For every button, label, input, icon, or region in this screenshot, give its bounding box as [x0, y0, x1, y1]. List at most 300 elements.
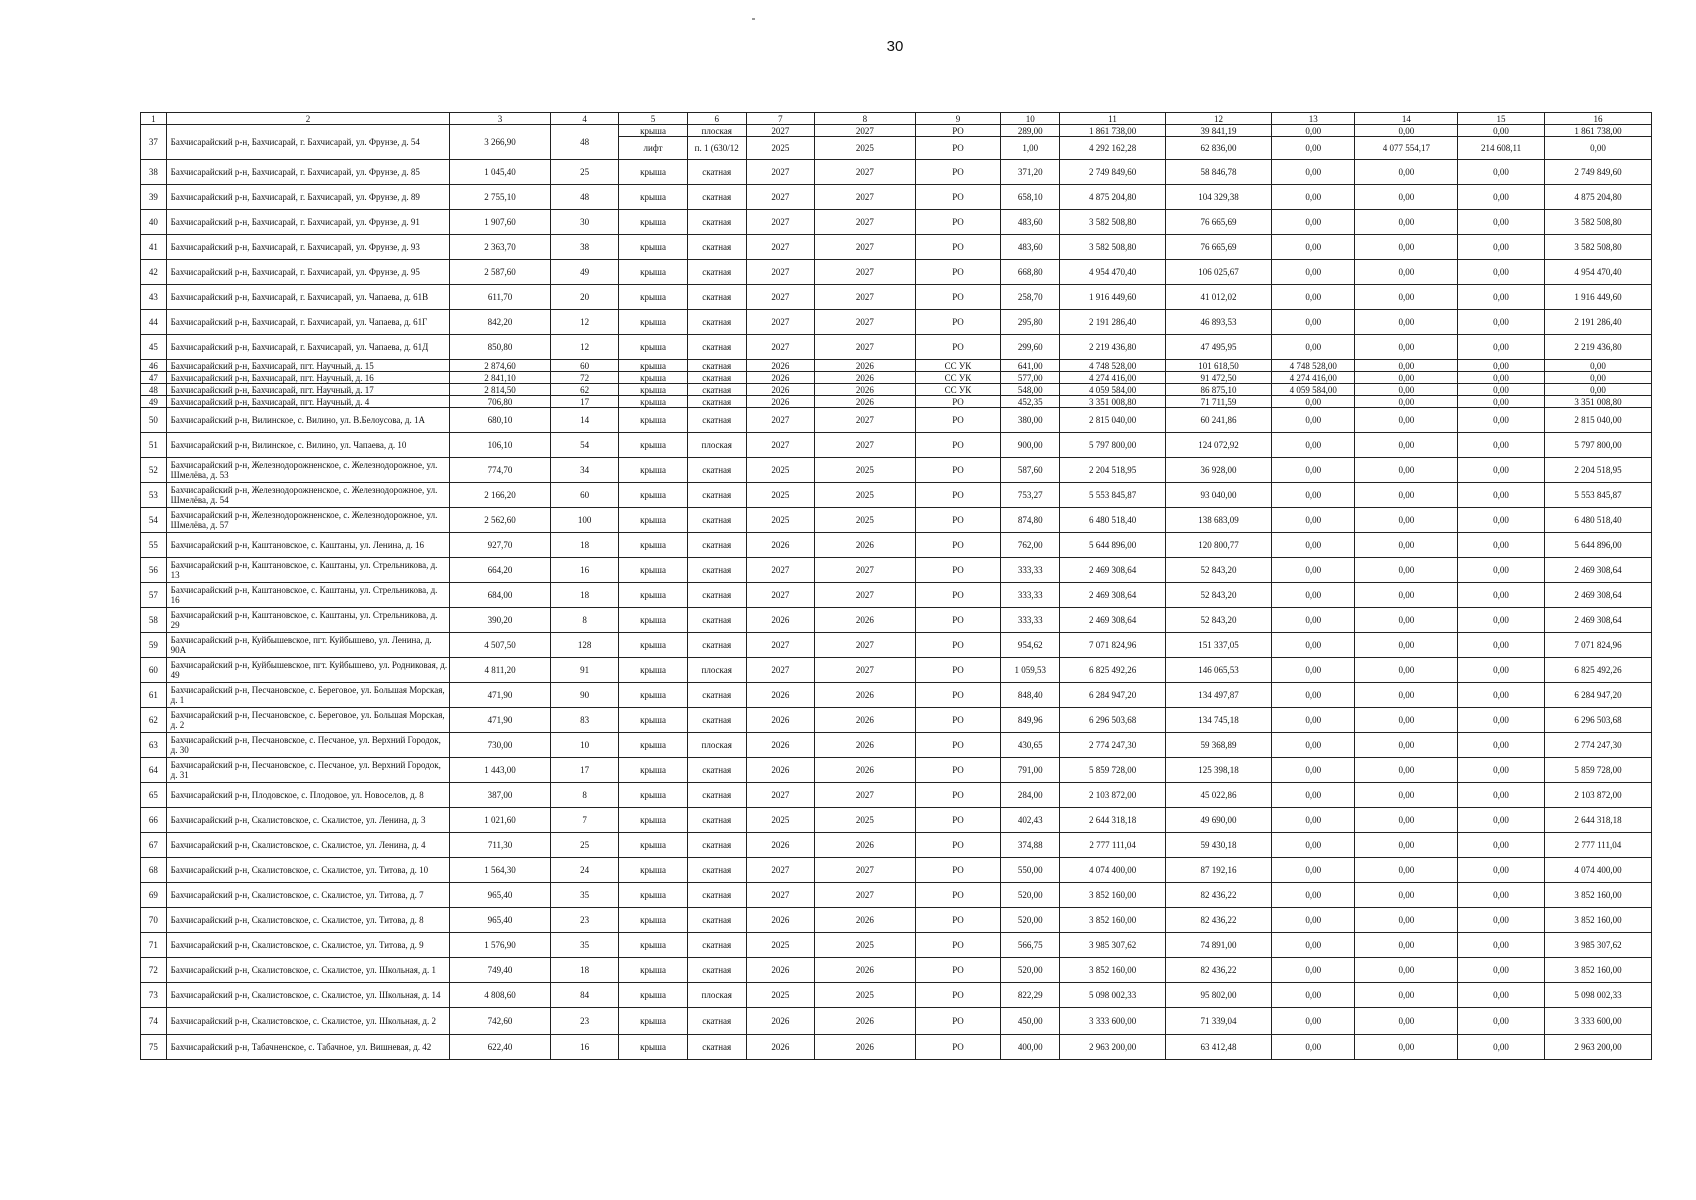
table-cell: крыша — [619, 335, 687, 360]
table-cell: 927,70 — [450, 533, 551, 558]
table-cell: 2026 — [815, 708, 916, 733]
table-row — [141, 983, 1652, 1008]
table-cell: РО — [915, 883, 1001, 908]
table-cell: 2027 — [746, 260, 814, 285]
table-cell: 2026 — [746, 1035, 814, 1060]
address-cell: Бахчисарайский р-н, Бахчисарай, г. Бахчисарай, ул. Фрунзе, д. 89 — [166, 185, 450, 210]
table-cell: 374,88 — [1001, 833, 1060, 858]
table-cell: 58 846,78 — [1166, 160, 1272, 185]
table-cell: 17 — [550, 396, 618, 408]
table-cell: 0,00 — [1458, 833, 1545, 858]
table-cell: 1 045,40 — [450, 160, 551, 185]
table-cell: 35 — [550, 883, 618, 908]
table-cell: 2027 — [815, 433, 916, 458]
address-cell: Бахчисарайский р-н, Бахчисарай, г. Бахчисарай, ул. Фрунзе, д. 85 — [166, 160, 450, 185]
table-cell: 2 191 286,40 — [1544, 310, 1651, 335]
table-row — [141, 285, 1652, 310]
table-cell: 849,96 — [1001, 708, 1060, 733]
table-cell: РО — [915, 408, 1001, 433]
table-cell: СС УК — [915, 384, 1001, 396]
column-number-header: 5 — [619, 113, 687, 125]
table-cell: 3 852 160,00 — [1544, 958, 1651, 983]
table-cell: скатная — [687, 285, 746, 310]
table-cell: 711,30 — [450, 833, 551, 858]
table-cell: РО — [915, 558, 1001, 583]
table-cell: 4 875 204,80 — [1060, 185, 1166, 210]
table-cell: скатная — [687, 185, 746, 210]
table-cell: 2027 — [815, 210, 916, 235]
address-cell: Бахчисарайский р-н, Каштановское, с. Каштаны, ул. Стрельникова, д. 16 — [166, 583, 450, 608]
table-cell: РО — [915, 583, 1001, 608]
table-cell: 134 497,87 — [1166, 683, 1272, 708]
table-cell: 0,00 — [1355, 310, 1458, 335]
table-cell: РО — [915, 908, 1001, 933]
table-row — [141, 858, 1652, 883]
table-cell: 48 — [550, 125, 618, 160]
table-cell: 258,70 — [1001, 285, 1060, 310]
row-number-cell: 74 — [141, 1008, 167, 1035]
table-cell: 3 985 307,62 — [1060, 933, 1166, 958]
table-cell: 2 777 111,04 — [1060, 833, 1166, 858]
table-row — [141, 408, 1652, 433]
table-cell: 1 059,53 — [1001, 658, 1060, 683]
column-number-header: 10 — [1001, 113, 1060, 125]
table-cell: 0,00 — [1458, 1008, 1545, 1035]
table-cell: 18 — [550, 958, 618, 983]
table-cell: 2027 — [746, 335, 814, 360]
table-cell: 18 — [550, 583, 618, 608]
table-cell: 0,00 — [1458, 883, 1545, 908]
address-cell: Бахчисарайский р-н, Скалистовское, с. Скалистое, ул. Школьная, д. 1 — [166, 958, 450, 983]
table-cell: 0,00 — [1272, 396, 1355, 408]
table-cell: скатная — [687, 458, 746, 483]
table-cell: 6 296 503,68 — [1544, 708, 1651, 733]
table-cell: скатная — [687, 708, 746, 733]
address-cell: Бахчисарайский р-н, Каштановское, с. Каштаны, ул. Стрельникова, д. 13 — [166, 558, 450, 583]
table-cell: 0,00 — [1272, 458, 1355, 483]
table-row — [141, 1008, 1652, 1035]
table-cell: 284,00 — [1001, 783, 1060, 808]
table-cell: 2 469 308,64 — [1544, 583, 1651, 608]
table-cell: скатная — [687, 883, 746, 908]
table-cell: плоская — [687, 733, 746, 758]
address-cell: Бахчисарайский р-н, Бахчисарай, г. Бахчисарай, ул. Чапаева, д. 61Г — [166, 310, 450, 335]
table-cell: 550,00 — [1001, 858, 1060, 883]
table-cell: 730,00 — [450, 733, 551, 758]
table-cell: 3 852 160,00 — [1060, 908, 1166, 933]
table-cell: 3 351 008,80 — [1544, 396, 1651, 408]
table-cell: 34 — [550, 458, 618, 483]
table-cell: 0,00 — [1355, 983, 1458, 1008]
table-cell: 71 711,59 — [1166, 396, 1272, 408]
table-cell: крыша — [619, 508, 687, 533]
table-cell: 2026 — [815, 360, 916, 372]
table-cell: 2 815 040,00 — [1060, 408, 1166, 433]
table-cell: 6 480 518,40 — [1060, 508, 1166, 533]
address-cell: Бахчисарайский р-н, Бахчисарай, г. Бахчисарай, ул. Фрунзе, д. 93 — [166, 235, 450, 260]
table-cell: 0,00 — [1458, 458, 1545, 483]
table-cell: 1 576,90 — [450, 933, 551, 958]
table-cell: 4 077 554,17 — [1355, 137, 1458, 160]
table-cell: 2026 — [815, 758, 916, 783]
table-cell: РО — [915, 185, 1001, 210]
table-cell: РО — [915, 310, 1001, 335]
table-cell: 0,00 — [1355, 883, 1458, 908]
table-row — [141, 483, 1652, 508]
row-number-cell: 41 — [141, 235, 167, 260]
table-cell: 6 480 518,40 — [1544, 508, 1651, 533]
table-cell: 1 916 449,60 — [1544, 285, 1651, 310]
table-cell: 2026 — [815, 733, 916, 758]
column-number-header: 2 — [166, 113, 450, 125]
table-cell: 390,20 — [450, 608, 551, 633]
table-cell: 333,33 — [1001, 608, 1060, 633]
table-cell: скатная — [687, 335, 746, 360]
table-cell: 106 025,67 — [1166, 260, 1272, 285]
table-cell: скатная — [687, 783, 746, 808]
table-cell: РО — [915, 160, 1001, 185]
table-cell: скатная — [687, 235, 746, 260]
table-cell: 0,00 — [1458, 235, 1545, 260]
table-cell: 91 472,50 — [1166, 372, 1272, 384]
row-number-cell: 48 — [141, 384, 167, 396]
row-number-cell: 71 — [141, 933, 167, 958]
table-cell: 2025 — [746, 483, 814, 508]
table-cell: плоская — [687, 983, 746, 1008]
table-cell: 0,00 — [1272, 1008, 1355, 1035]
address-cell: Бахчисарайский р-н, Скалистовское, с. Скалистое, ул. Школьная, д. 14 — [166, 983, 450, 1008]
table-cell: 2027 — [815, 883, 916, 908]
table-cell: 0,00 — [1272, 1035, 1355, 1060]
table-cell: 0,00 — [1272, 558, 1355, 583]
table-cell: 566,75 — [1001, 933, 1060, 958]
table-cell: РО — [915, 708, 1001, 733]
table-cell: 333,33 — [1001, 583, 1060, 608]
table-row — [141, 508, 1652, 533]
table-cell: 842,20 — [450, 310, 551, 335]
address-cell: Бахчисарайский р-н, Куйбышевское, пгт. Куйбышево, ул. Родниковая, д. 49 — [166, 658, 450, 683]
table-cell: крыша — [619, 683, 687, 708]
table-cell: скатная — [687, 633, 746, 658]
table-cell: 0,00 — [1355, 160, 1458, 185]
table-cell: 2026 — [815, 683, 916, 708]
table-cell: 2 874,60 — [450, 360, 551, 372]
table-cell: 2 469 308,64 — [1544, 558, 1651, 583]
table-cell: лифт — [619, 137, 687, 160]
table-cell: 520,00 — [1001, 958, 1060, 983]
table-cell: 3 582 508,80 — [1544, 235, 1651, 260]
table-cell: 2 562,60 — [450, 508, 551, 533]
row-number-cell: 61 — [141, 683, 167, 708]
table-cell: 0,00 — [1272, 533, 1355, 558]
table-cell: 2 749 849,60 — [1060, 160, 1166, 185]
table-cell: 2026 — [815, 1035, 916, 1060]
table-cell: 0,00 — [1458, 372, 1545, 384]
table-cell: скатная — [687, 310, 746, 335]
row-number-cell: 67 — [141, 833, 167, 858]
table-cell: 2025 — [815, 808, 916, 833]
table-cell: 0,00 — [1458, 808, 1545, 833]
table-cell: 2 219 436,80 — [1060, 335, 1166, 360]
table-cell: 146 065,53 — [1166, 658, 1272, 683]
table-cell: 0,00 — [1272, 733, 1355, 758]
table-cell: 0,00 — [1458, 408, 1545, 433]
table-cell: 4 811,20 — [450, 658, 551, 683]
table-cell: крыша — [619, 533, 687, 558]
table-row — [141, 883, 1652, 908]
table-row — [141, 633, 1652, 658]
table-cell: 2027 — [746, 433, 814, 458]
table-row — [141, 533, 1652, 558]
table-cell: 0,00 — [1458, 558, 1545, 583]
table-cell: 76 665,69 — [1166, 210, 1272, 235]
table-cell: 5 553 845,87 — [1060, 483, 1166, 508]
table-cell: 76 665,69 — [1166, 235, 1272, 260]
table-cell: 2 103 872,00 — [1060, 783, 1166, 808]
table-cell: 0,00 — [1272, 983, 1355, 1008]
address-cell: Бахчисарайский р-н, Скалистовское, с. Скалистое, ул. Ленина, д. 4 — [166, 833, 450, 858]
table-cell: 0,00 — [1458, 933, 1545, 958]
table-cell: 2 814,50 — [450, 384, 551, 396]
table-cell: п. 1 (630/12 — [687, 137, 746, 160]
table-cell: крыша — [619, 310, 687, 335]
table-cell: крыша — [619, 1035, 687, 1060]
table-cell: 8 — [550, 608, 618, 633]
table-cell: 0,00 — [1458, 125, 1545, 137]
table-cell: 0,00 — [1458, 708, 1545, 733]
table-cell: 2027 — [815, 235, 916, 260]
table-cell: 0,00 — [1272, 808, 1355, 833]
table-cell: 0,00 — [1355, 396, 1458, 408]
table-cell: 0,00 — [1355, 125, 1458, 137]
table-cell: 4 059 584,00 — [1272, 384, 1355, 396]
table-cell: крыша — [619, 458, 687, 483]
table-cell: 2027 — [815, 125, 916, 137]
table-row — [141, 335, 1652, 360]
table-cell: РО — [915, 396, 1001, 408]
table-cell: СС УК — [915, 372, 1001, 384]
table-cell: 128 — [550, 633, 618, 658]
table-cell: 59 368,89 — [1166, 733, 1272, 758]
address-cell: Бахчисарайский р-н, Вилинское, с. Вилино, ул. В.Белоусова, д. 1А — [166, 408, 450, 433]
table-row — [141, 558, 1652, 583]
table-cell: 0,00 — [1272, 608, 1355, 633]
table-cell: 82 436,22 — [1166, 958, 1272, 983]
table-cell: 0,00 — [1458, 260, 1545, 285]
table-cell: 664,20 — [450, 558, 551, 583]
table-cell: 0,00 — [1458, 160, 1545, 185]
table-cell: 106,10 — [450, 433, 551, 458]
table-cell: 2026 — [746, 733, 814, 758]
column-number-header: 6 — [687, 113, 746, 125]
table-cell: 7 — [550, 808, 618, 833]
table-cell: крыша — [619, 558, 687, 583]
column-number-header: 7 — [746, 113, 814, 125]
table-cell: 2026 — [746, 360, 814, 372]
table-cell: 0,00 — [1272, 483, 1355, 508]
table-cell: 2027 — [815, 858, 916, 883]
table-cell: 0,00 — [1272, 708, 1355, 733]
table-cell: 2027 — [815, 335, 916, 360]
table-cell: 6 825 492,26 — [1544, 658, 1651, 683]
table-cell: 333,33 — [1001, 558, 1060, 583]
table-cell: 134 745,18 — [1166, 708, 1272, 733]
table-cell: 18 — [550, 533, 618, 558]
row-number-cell: 73 — [141, 983, 167, 1008]
table-cell: 101 618,50 — [1166, 360, 1272, 372]
table-cell: скатная — [687, 1035, 746, 1060]
table-cell: 762,00 — [1001, 533, 1060, 558]
table-cell: 0,00 — [1272, 285, 1355, 310]
table-cell: 30 — [550, 210, 618, 235]
table-cell: РО — [915, 1008, 1001, 1035]
table-cell: крыша — [619, 608, 687, 633]
table-cell: РО — [915, 508, 1001, 533]
table-cell: 5 098 002,33 — [1060, 983, 1166, 1008]
table-cell: скатная — [687, 608, 746, 633]
table-cell: РО — [915, 858, 1001, 883]
table-cell: 52 843,20 — [1166, 608, 1272, 633]
table-cell: 0,00 — [1355, 808, 1458, 833]
table-cell: 587,60 — [1001, 458, 1060, 483]
table-cell: 0,00 — [1458, 396, 1545, 408]
table-row — [141, 783, 1652, 808]
table-cell: 138 683,09 — [1166, 508, 1272, 533]
table-cell: 4 507,50 — [450, 633, 551, 658]
address-cell: Бахчисарайский р-н, Бахчисарай, г. Бахчисарай, ул. Чапаева, д. 61Д — [166, 335, 450, 360]
table-cell: скатная — [687, 958, 746, 983]
row-number-cell: 57 — [141, 583, 167, 608]
table-cell: 2027 — [815, 310, 916, 335]
table-cell: 0,00 — [1355, 408, 1458, 433]
table-cell: скатная — [687, 833, 746, 858]
table-cell: РО — [915, 608, 1001, 633]
table-cell: крыша — [619, 983, 687, 1008]
address-cell: Бахчисарайский р-н, Бахчисарай, пгт. Научный, д. 17 — [166, 384, 450, 396]
table-cell: 430,65 — [1001, 733, 1060, 758]
address-cell: Бахчисарайский р-н, Табачненское, с. Табачное, ул. Вишневая, д. 42 — [166, 1035, 450, 1060]
table-cell: 39 841,19 — [1166, 125, 1272, 137]
table-row — [141, 160, 1652, 185]
table-cell: 2026 — [746, 396, 814, 408]
table-cell: 104 329,38 — [1166, 185, 1272, 210]
table-cell: 2025 — [815, 483, 916, 508]
table-cell: 2 963 200,00 — [1544, 1035, 1651, 1060]
table-cell: 0,00 — [1355, 458, 1458, 483]
table-cell: 0,00 — [1272, 125, 1355, 137]
table-cell: скатная — [687, 533, 746, 558]
table-cell: 2027 — [815, 658, 916, 683]
table-cell: 0,00 — [1272, 633, 1355, 658]
table-cell: 2027 — [746, 408, 814, 433]
table-row — [141, 683, 1652, 708]
table-cell: 2027 — [746, 633, 814, 658]
table-cell: 0,00 — [1355, 783, 1458, 808]
column-numbers-row — [141, 113, 1652, 125]
table-cell: 0,00 — [1544, 372, 1651, 384]
column-number-header: 14 — [1355, 113, 1458, 125]
scan-mark — [752, 18, 755, 20]
table-cell: 45 022,86 — [1166, 783, 1272, 808]
table-cell: РО — [915, 933, 1001, 958]
table-cell: 49 — [550, 260, 618, 285]
address-cell: Бахчисарайский р-н, Бахчисарай, пгт. Научный, д. 15 — [166, 360, 450, 372]
table-cell: РО — [915, 958, 1001, 983]
table-cell: РО — [915, 433, 1001, 458]
table-cell: 874,80 — [1001, 508, 1060, 533]
table-cell: 2 469 308,64 — [1060, 608, 1166, 633]
table-cell: 0,00 — [1272, 408, 1355, 433]
row-number-cell: 43 — [141, 285, 167, 310]
row-number-cell: 75 — [141, 1035, 167, 1060]
row-number-cell: 46 — [141, 360, 167, 372]
row-number-cell: 69 — [141, 883, 167, 908]
table-cell: 0,00 — [1355, 372, 1458, 384]
table-cell: 0,00 — [1272, 958, 1355, 983]
table-cell: 4 875 204,80 — [1544, 185, 1651, 210]
table-cell: 2025 — [815, 458, 916, 483]
table-cell: 2027 — [746, 235, 814, 260]
table-cell: 62 — [550, 384, 618, 396]
table-cell: 14 — [550, 408, 618, 433]
table-cell: 2 469 308,64 — [1060, 583, 1166, 608]
table-cell: 54 — [550, 433, 618, 458]
table-cell: 0,00 — [1458, 533, 1545, 558]
address-cell: Бахчисарайский р-н, Железнодорожненское, с. Железнодорожное, ул. Шмелёва, д. 53 — [166, 458, 450, 483]
table-cell: 2025 — [746, 808, 814, 833]
address-cell: Бахчисарайский р-н, Железнодорожненское, с. Железнодорожное, ул. Шмелёва, д. 54 — [166, 483, 450, 508]
table-cell: крыша — [619, 360, 687, 372]
table-cell: 2025 — [746, 933, 814, 958]
table-cell: 850,80 — [450, 335, 551, 360]
table-cell: 0,00 — [1355, 558, 1458, 583]
table-cell: РО — [915, 235, 1001, 260]
table-cell: плоская — [687, 658, 746, 683]
table-row — [141, 833, 1652, 858]
table-cell: 6 296 503,68 — [1060, 708, 1166, 733]
table-cell: 387,00 — [450, 783, 551, 808]
table-cell: РО — [915, 335, 1001, 360]
table-cell: 71 339,04 — [1166, 1008, 1272, 1035]
table-cell: 2027 — [746, 783, 814, 808]
table-cell: 60 — [550, 360, 618, 372]
table-cell: крыша — [619, 285, 687, 310]
table-cell: 0,00 — [1355, 433, 1458, 458]
table-cell: скатная — [687, 372, 746, 384]
table-cell: 0,00 — [1355, 483, 1458, 508]
table-cell: 0,00 — [1355, 733, 1458, 758]
table-cell: скатная — [687, 408, 746, 433]
table-cell: РО — [915, 533, 1001, 558]
table-cell: 5 098 002,33 — [1544, 983, 1651, 1008]
table-cell: 0,00 — [1355, 833, 1458, 858]
table-cell: 483,60 — [1001, 235, 1060, 260]
table-cell: 2027 — [815, 633, 916, 658]
table-cell: 6 284 947,20 — [1060, 683, 1166, 708]
table-cell: 82 436,22 — [1166, 908, 1272, 933]
table-cell: 2026 — [746, 758, 814, 783]
table-cell: 2025 — [815, 137, 916, 160]
table-cell: скатная — [687, 758, 746, 783]
table-cell: 0,00 — [1544, 137, 1651, 160]
table-cell: 2026 — [815, 1008, 916, 1035]
table-cell: крыша — [619, 758, 687, 783]
table-cell: 0,00 — [1355, 285, 1458, 310]
table-cell: РО — [915, 137, 1001, 160]
table-cell: 774,70 — [450, 458, 551, 483]
table-cell: 965,40 — [450, 908, 551, 933]
table-cell: крыша — [619, 708, 687, 733]
